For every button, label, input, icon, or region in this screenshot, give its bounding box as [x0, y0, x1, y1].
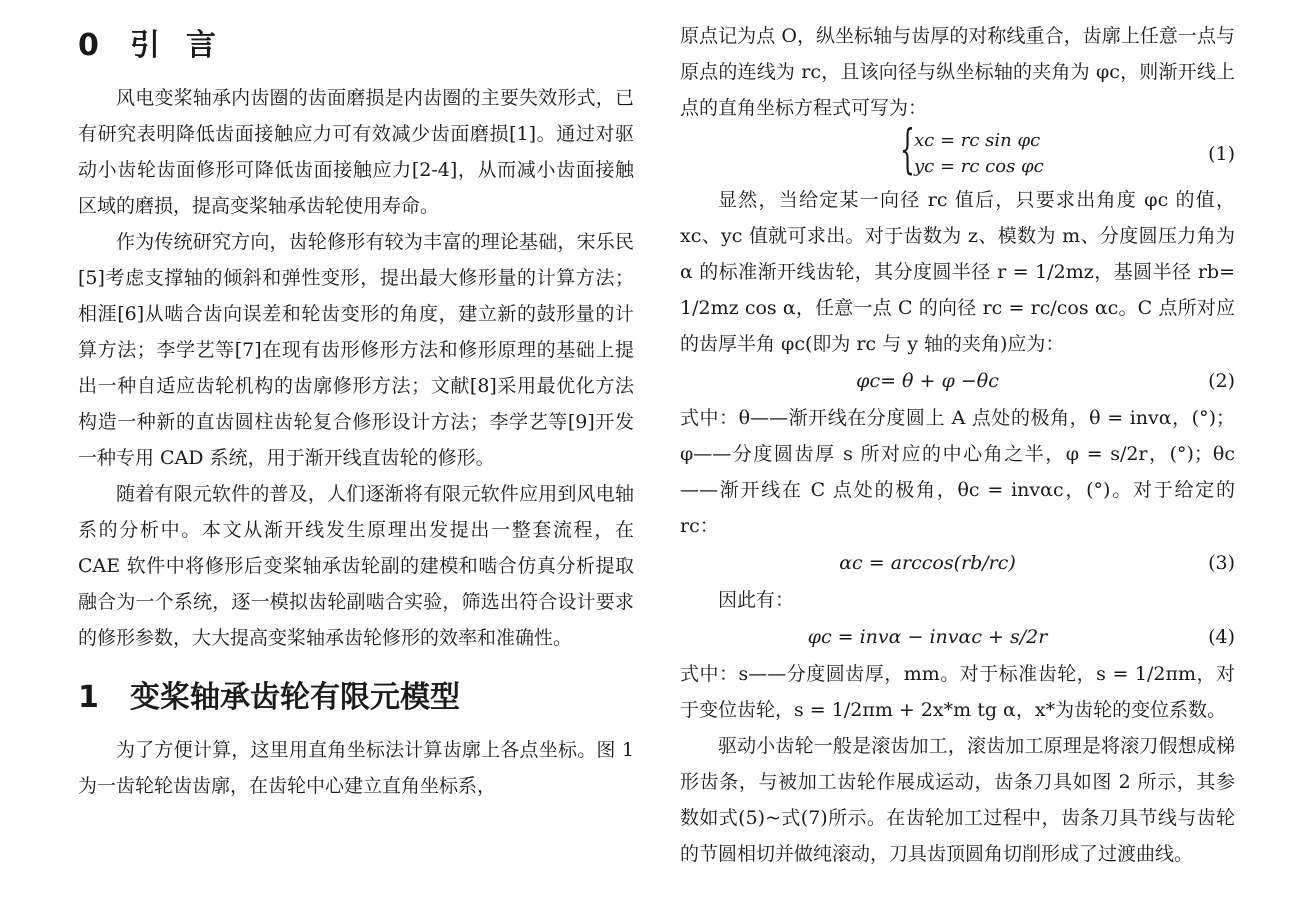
section-1-heading	[78, 670, 634, 726]
section-0-heading	[78, 18, 634, 74]
intro-paragraph-3: 随着有限元软件的普及，人们逐渐将有限元软件应用到风电轴系的分析中。本文从渐开线发生原理出发提出一整套流程，在 CAE 软件中将修形后变桨轴承齿轮副的建模和啮合仿真分析提取融合为一个系统，逐一模拟齿轮副啮合实验，筛选出符合设计要求的修形参数，大大提高变桨轴承齿轮修形的效率和准确性。	[78, 483, 634, 649]
body-paragraph: 因此有：	[718, 589, 795, 611]
equation-expression: αc = arccos(rb/rc)	[839, 552, 1016, 574]
equation-line: yc = rc cos φc	[914, 156, 1044, 177]
section-1-paragraph: 为了方便计算，这里用直角坐标法计算齿廓上各点坐标。图 1 为一齿轮轮齿齿廓，在齿轮中心建立直角坐标系，	[78, 739, 634, 797]
body-paragraph: 式中：s——分度圆齿厚，mm。对于标准齿轮，s = 1/2πm，对于变位齿轮，s = 1/2πm + 2x*m tg α，x*为齿轮的变位系数。	[680, 663, 1235, 721]
body-paragraph: 式中：θ——渐开线在分度圆上 A 点处的极角，θ = invα，(°)；φ——分度圆齿厚 s 所对应的中心角之半，φ = s/2r，(°)；θc——渐开线在 C 点处的极角，θc = invαc，(°)。对于给定的 rc：	[680, 407, 1235, 537]
body-paragraph: 原点记为点 O，纵坐标轴与齿厚的对称线重合，齿廓上任意一点与原点的连线为 rc，且该向径与纵坐标轴的夹角为 φc，则渐开线上点的直角坐标方程式可写为：	[680, 25, 1235, 119]
equation-4	[680, 618, 1235, 656]
equation-2	[680, 362, 1235, 400]
intro-paragraph-2: 作为传统研究方向，齿轮修形有较为丰富的理论基础，宋乐民[5]考虑支撑轴的倾斜和弹性变形，提出最大修形量的计算方法；相涯[6]从啮合齿向误差和轮齿变形的角度，建立新的鼓形量的计算方法；李学艺等[7]在现有齿形修形方法和修形原理的基础上提出一种自适应齿轮机构的齿廓修形方法；文献[8]采用最优化方法构造一种新的直齿圆柱齿轮复合修形设计方法；李学艺等[9]开发一种专用 CAD 系统，用于渐开线直齿轮的修形。	[78, 231, 634, 469]
intro-paragraph-1: 风电变桨轴承内齿圈的齿面磨损是内齿圈的主要失效形式，已有研究表明降低齿面接触应力可有效减少齿面磨损[1]。通过对驱动小齿轮齿面修形可降低齿面接触应力[2-4]，从而减小齿面接触区域的磨损，提高变桨轴承齿轮使用寿命。	[78, 87, 634, 217]
body-paragraph: 驱动小齿轮一般是滚齿加工，滚齿加工原理是将滚刀假想成梯形齿条，与被加工齿轮作展成运动，齿条刀具如图 2 所示，其参数如式(5)~式(7)所示。在齿轮加工过程中，齿条刀具节线与齿轮的节圆相切并做纯滚动，刀具齿顶圆角切削形成了过渡曲线。	[680, 735, 1235, 865]
equation-3	[680, 544, 1235, 582]
equation-expression: φc = invα − invαc + s/2r	[807, 626, 1048, 648]
left-column	[78, 18, 634, 804]
equation-line: xc = rc sin φc	[914, 130, 1041, 151]
body-paragraph: 显然，当给定某一向径 rc 值后，只要求出角度 φc 的值，xc、yc 值就可求出。对于齿数为 z、模数为 m、分度圆压力角为 α 的标准渐开线齿轮，其分度圆半径 r = 1/2mz，基圆半径 rb= 1/2mz cos α，任意一点 C 的向径 rc = rc/cos αc。C 点所对应的齿厚半角 φc(即为 rc 与 y 轴的夹角)应为：	[680, 189, 1235, 355]
right-column	[680, 18, 1235, 872]
equation-number: (3)	[1208, 552, 1235, 574]
equation-system	[900, 120, 1044, 180]
equation-expression: φc= θ + φ −θc	[856, 370, 999, 392]
equation-number: (1)	[1208, 143, 1235, 165]
equation-number: (4)	[1208, 626, 1235, 648]
section-number: 1	[78, 680, 99, 715]
section-title: 变桨轴承齿轮有限元模型	[130, 680, 460, 715]
section-number: 0	[78, 28, 99, 63]
section-title: 引言	[130, 28, 242, 63]
equation-number: (2)	[1208, 370, 1235, 392]
equation-1	[680, 120, 1235, 182]
left-brace: {	[900, 120, 915, 180]
